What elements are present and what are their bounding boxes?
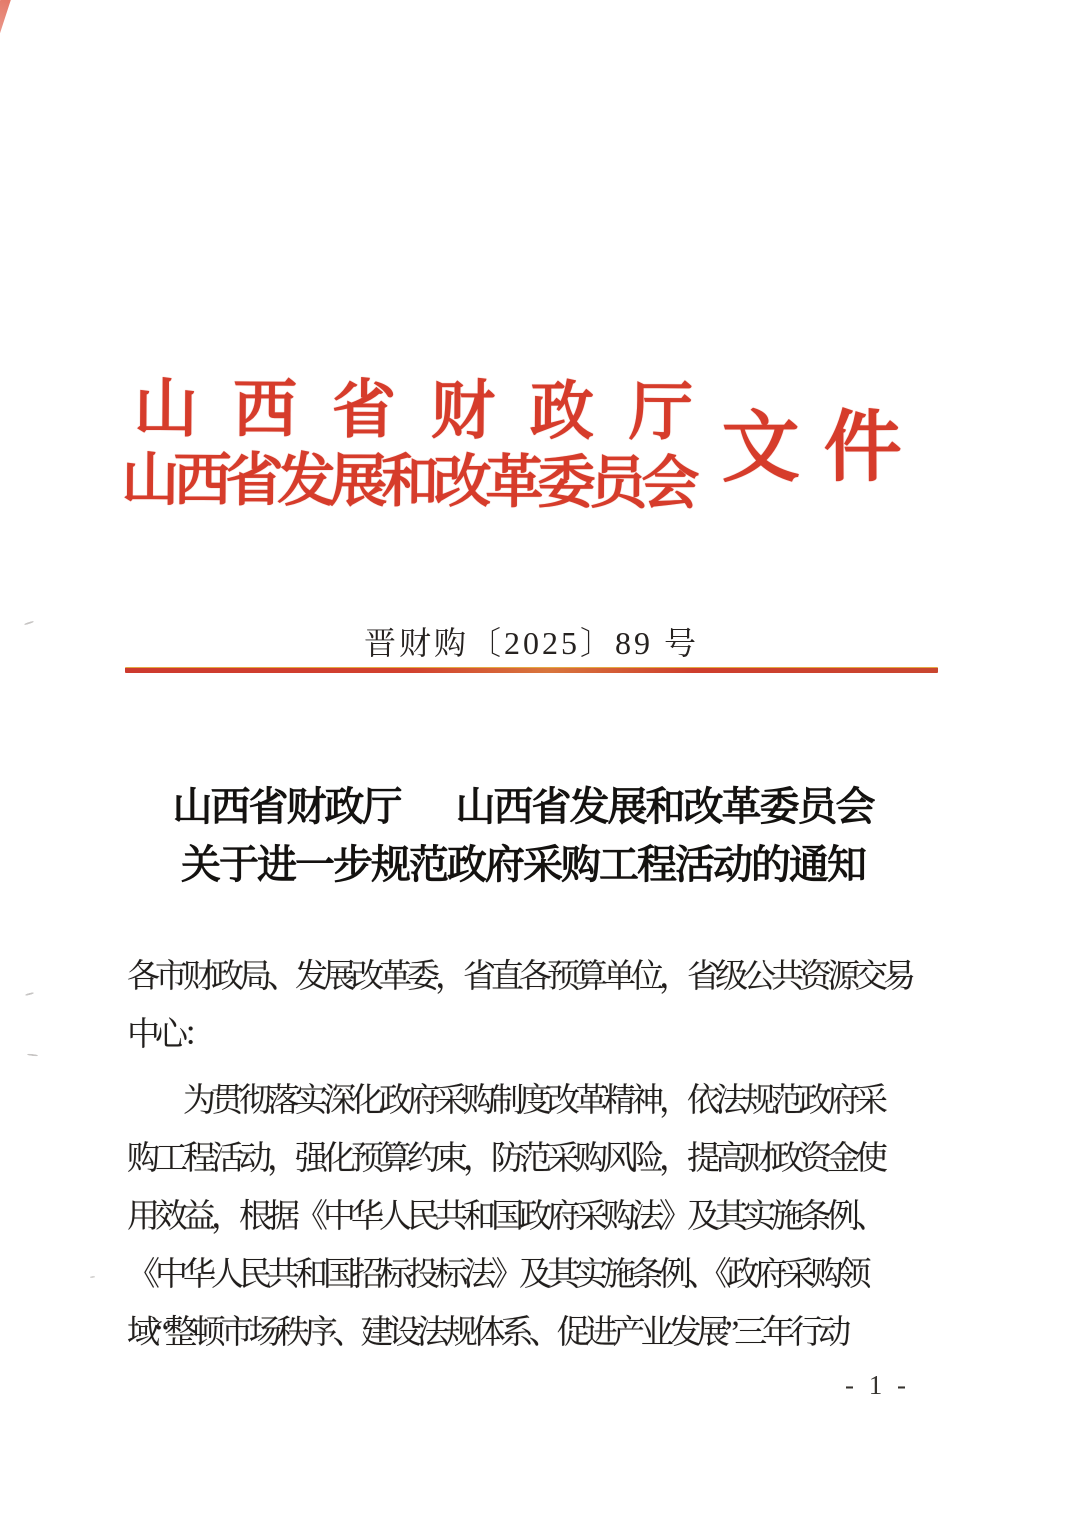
scan-artifact [24,621,34,626]
scan-artifact [25,992,34,996]
scan-artifact [27,1053,38,1056]
body-text-line: 域“整顿市场秩序、建设法规体系、促进产业发展”三年行动 [127,1315,847,1351]
body-text-line: 《中华人民共和国招标投标法》及其实施条例、《政府采购领 [127,1257,867,1293]
scan-artifact [90,1276,95,1279]
body-text-line: 用效益，根据《中华人民共和国政府采购法》及其实施条例、 [127,1199,883,1235]
red-separator-line [125,667,938,673]
body-paragraph [127,1072,942,1362]
document-type-label: 文件 [721,403,926,492]
addressee-block [127,948,942,1064]
page-number: - 1 - [845,1370,910,1400]
title-issuer-2: 山西省发展和改革委员会 [455,784,874,829]
document-number: 晋财购〔2025〕89 号 [363,625,699,661]
body-text-line: 为贯彻落实深化政府采购制度改革精神，依法规范政府采 [183,1083,883,1119]
issuer-name-line2: 山西省发展和改革委员会 [121,447,694,517]
title-issuer-1: 山西省财政厅 [172,784,401,829]
document-title-line2: 关于进一步规范政府采购工程活动的通知 [181,842,865,887]
addressee-line: 各市财政局、发展改革委，省直各预算单位，省级公共资源交易 [127,959,911,995]
document-title-line1 [0,780,1046,834]
addressee-line: 中心： [127,1017,211,1053]
document-body [127,948,942,1362]
letterhead [0,0,1080,517]
body-text-line: 购工程活动，强化预算约束，防范采购风险，提高财政资金使 [127,1141,883,1177]
issuer-name-line1: 山西省财政厅 [133,373,729,449]
